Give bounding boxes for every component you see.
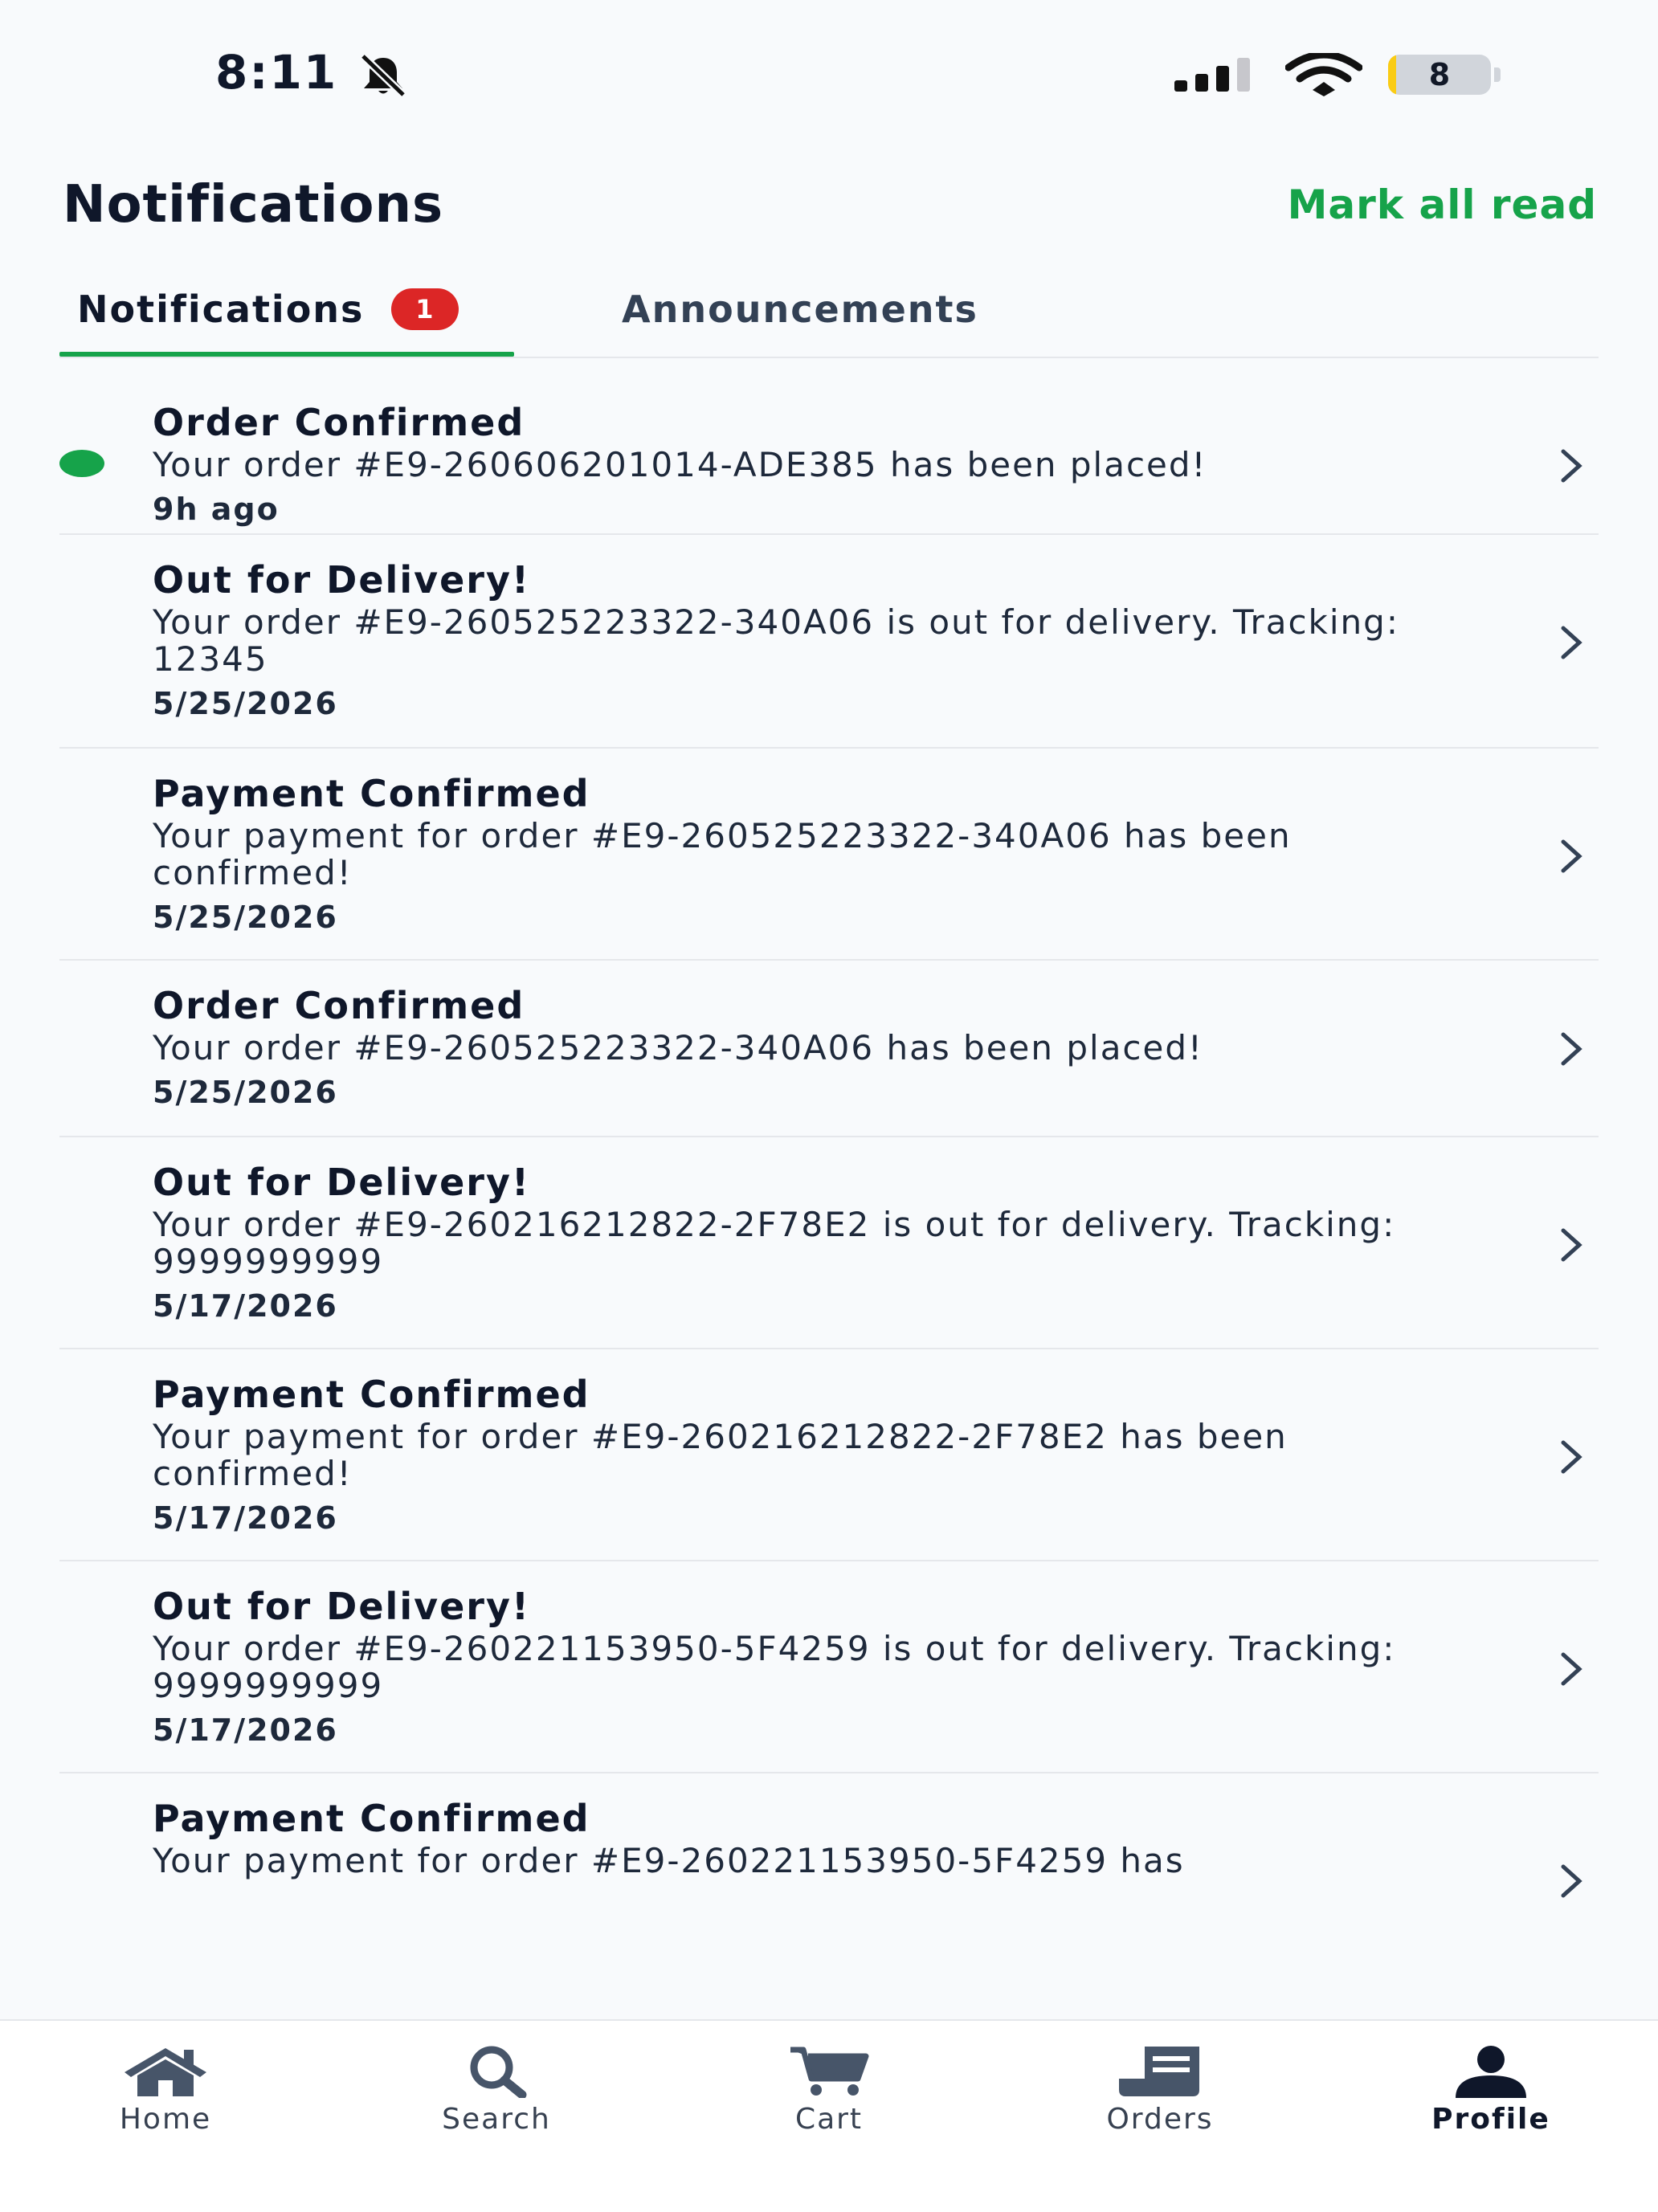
notification-time: 5/25/2026 [153,1075,338,1110]
nav-home[interactable] [45,2021,286,2181]
notification-body: Your payment for order #E9-260221153950-5F4259 has [153,1841,1185,1880]
tab-bar [59,265,1599,358]
notification-item[interactable] [59,535,1599,749]
tab-notifications-label: Notifications [77,288,365,331]
notification-item[interactable] [59,1137,1599,1349]
notification-time: 9h ago [153,492,280,527]
unread-count-badge: 1 [391,288,459,330]
tab-announcements[interactable] [622,265,978,353]
notification-title: Out for Delivery! [153,1585,530,1628]
battery-indicator [1388,55,1501,95]
notification-time: 5/25/2026 [153,900,338,935]
notification-body: Your order #E9-260216212822-2F78E2 is out for delivery. Tracking: 9999999999 [153,1205,1396,1281]
search-icon [456,2045,537,2098]
signal-icon [1174,56,1258,93]
nav-profile[interactable] [1370,2021,1611,2181]
page-title: Notifications [63,175,444,235]
status-bar [0,0,1658,145]
nav-orders[interactable] [1039,2021,1280,2181]
notification-time: 5/25/2026 [153,686,338,721]
chevron-right-icon [1555,447,1587,485]
notification-item[interactable] [59,1561,1599,1773]
chevron-right-icon [1555,1862,1587,1900]
mark-all-read-button[interactable]: Mark all read [1287,182,1597,228]
notification-title: Payment Confirmed [153,1797,590,1840]
notification-title: Out for Delivery! [153,558,530,602]
notification-title: Out for Delivery! [153,1161,530,1204]
chevron-right-icon [1555,623,1587,662]
notification-body: Your order #E9-260606201014-ADE385 has been placed! [153,445,1207,484]
notification-body: Your order #E9-260525223322-340A06 is out for delivery. Tracking: 12345 [153,602,1399,679]
nav-cart[interactable] [709,2021,949,2181]
tab-announcements-label: Announcements [622,288,978,331]
unread-dot [59,450,104,477]
notification-time: 5/17/2026 [153,1712,338,1748]
chevron-right-icon [1555,1226,1587,1264]
notification-title: Payment Confirmed [153,772,590,815]
bottom-nav [0,2019,1658,2212]
home-icon [121,2045,210,2098]
nav-profile-label: Profile [1431,2103,1550,2136]
notification-item[interactable] [59,749,1599,961]
nav-search-label: Search [442,2103,551,2136]
wifi-icon [1285,53,1362,96]
chevron-right-icon [1555,1030,1587,1068]
nav-cart-label: Cart [794,2103,864,2136]
chevron-right-icon [1555,1438,1587,1476]
tab-notifications[interactable] [59,265,514,353]
nav-orders-label: Orders [1106,2103,1214,2136]
notification-body: Your order #E9-260221153950-5F4259 is out for delivery. Tracking: 9999999999 [153,1629,1396,1705]
notification-title: Order Confirmed [153,984,525,1027]
profile-icon [1451,2045,1531,2098]
cart-icon [789,2045,869,2098]
notification-item[interactable] [59,1773,1599,1900]
orders-icon [1116,2045,1204,2098]
notification-item[interactable] [59,961,1599,1137]
notification-body: Your order #E9-260525223322-340A06 has been placed! [153,1028,1203,1067]
battery-level: 8 [1428,57,1451,92]
nav-home-label: Home [119,2103,212,2136]
chevron-right-icon [1555,1650,1587,1688]
status-time: 8:11 [215,45,338,100]
notification-list [59,358,1599,1900]
notification-title: Order Confirmed [153,401,525,444]
notification-time: 5/17/2026 [153,1500,338,1536]
nav-search[interactable] [376,2021,617,2181]
notification-body: Your payment for order #E9-260216212822-2F78E2 has been confirmed! [153,1417,1288,1493]
bell-off-icon [357,53,410,98]
notification-item[interactable] [59,1349,1599,1561]
notification-body: Your payment for order #E9-260525223322-340A06 has been confirmed! [153,816,1292,892]
notification-item[interactable] [59,358,1599,535]
notification-title: Payment Confirmed [153,1373,590,1416]
notification-time: 5/17/2026 [153,1288,338,1324]
page-header [63,175,1597,247]
chevron-right-icon [1555,837,1587,875]
